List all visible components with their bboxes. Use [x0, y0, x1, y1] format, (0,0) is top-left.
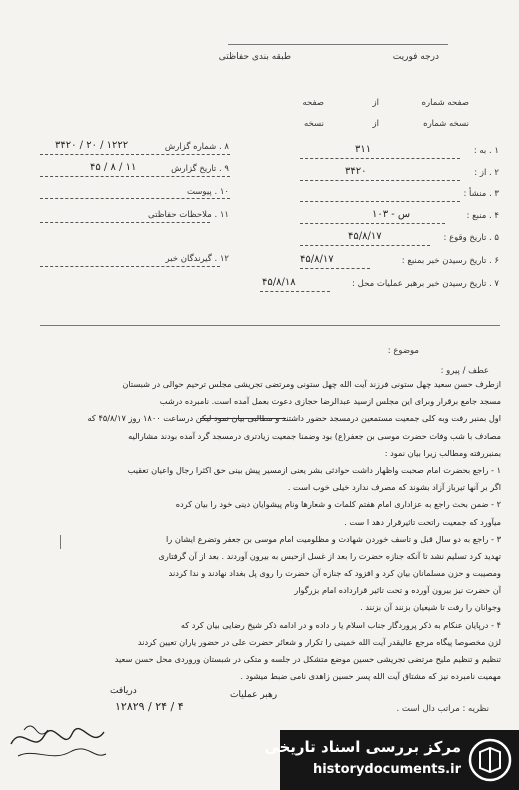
attachment-label: ۱۰ . پیوست — [186, 187, 229, 197]
body-line: لزن مخصوصا پیگاه مرجع عالیقدر آیت الله خمینی را تکرار و شعائر حضرت علی در حضور یاران تعیین کردند — [137, 636, 501, 647]
body-line: بمنبررفته ومطالب زیرا بیان نمود : — [384, 447, 501, 458]
protective-notes-label: ۱۱ . ملاحظات حفاظتی — [148, 210, 229, 220]
recipients-label: ۱۲ . گیرندگان خبر — [165, 254, 229, 264]
source-label: ۴ . منبع : — [466, 211, 499, 221]
page-of-label: از — [372, 98, 379, 108]
closing-ref-number: ۱۲۸۲۹ / ۲۴ / ۴ — [115, 700, 184, 713]
header-rule — [228, 44, 448, 45]
body-line: تنظیم و تنظیم ملیح مرتضی تجریشی حسین موضع متشکل در جلسه و متکی در شبستان وروردی محل حسن سعید — [114, 654, 501, 664]
closing-comment-2: دریافت — [110, 686, 137, 696]
report-body — [31, 379, 501, 688]
body-line: مصادف با شب وفات حضرت موسی بن جعفر(ع) بود وضمنا جمعیت زیادتری درمسجد گرد آمده بودند مشارالیه — [128, 430, 501, 441]
body-line: آن حضرت نیز بیرون آورده و تحت تاثیر قرارداده امام بزرگوار — [294, 585, 501, 596]
copy-word-label: نسخه — [304, 119, 324, 129]
received-source-value: ۴۵/۸/۱۷ — [300, 254, 334, 265]
recipients-line — [40, 266, 220, 267]
reference-label: عطف / پیرو : — [440, 366, 489, 376]
name-underline — [200, 418, 286, 419]
body-line: ۱ - راجع بحضرت امام صحبت واظهار داشت حوادثی بشر یعنی ازمسیر پیش بینی حق اکثرا رجال واعیان تعقیب — [127, 464, 501, 475]
classification-label: طبقه بندی حفاظتی — [218, 52, 291, 62]
body-line: ازطرف حسن سعید چهل ستونی فرزند آیت الله چهل ستونی ومرتضی تجریشی مجلس ترحیم حوالی در شبستان — [122, 379, 501, 389]
report-date-label: ۹ . تاریخ گزارش — [171, 164, 229, 174]
body-line: ۴ - درپایان عنکام به ذکر پروردگار جناب اسلام یا ر داده و در ادامه ذکر شیخ رضایی بیان کرد که — [180, 619, 501, 630]
watermark-title: مرکز بررسی اسناد تاریخی — [264, 738, 461, 756]
body-line: تهدید کرد تسلیم نشد تا آنکه جنازه حضرت را بعد از غسل ازحبس به بیرون آوردند . بعد از آن گرفتاری — [158, 550, 501, 561]
report-date-value: ۴۵ / ۸ / ۱۱ — [90, 162, 137, 173]
from-value: ۳۴۲۰ — [345, 166, 367, 177]
report-number-value: ۳۴۲۰ / ۲۰ / ۱۲۲۲ — [55, 140, 129, 151]
body-line: مهمیت نامبرده نیز که مشتاق آیت الله پسر حسین زاهدی نامی ضبط میشود . — [240, 671, 501, 682]
watermark-url: historydocuments.ir — [312, 762, 461, 777]
handwritten-signature — [6, 712, 111, 772]
closing-comment-1: رهبر عملیات — [230, 690, 278, 700]
body-line: ۳ - راجع به دو سال قبل و تاسف خوردن شهادت و مظلومیت امام موسی بن جعفر وتضرع ایشان را — [166, 533, 501, 544]
priority-label: درجه فوریت — [392, 52, 439, 62]
event-date-label: ۵ . تاریخ وقوع : — [443, 233, 499, 243]
body-line: ومصیبت و حزن مسلمانان بیان کرد و افزود که جنازه آن حضرت را روی پل بغداد نهادند و ندا کردند — [168, 568, 501, 579]
report-number-label: ۸ . شماره گزارش — [164, 142, 229, 152]
subject-label: موضوع : — [387, 346, 419, 356]
received-source-label: ۶ . تاریخ رسیدن خبر بمنبع : — [401, 256, 499, 266]
body-line: میآورد که جمعیت راتحت تاثیرقرار دهد ا ست . — [344, 516, 501, 527]
source-line — [300, 223, 445, 224]
source-value: س - ۱۰۳ — [372, 209, 411, 220]
event-date-line — [300, 245, 430, 246]
copy-of-label: از — [372, 119, 379, 129]
received-ops-label: ۷ . تاریخ رسیدن خبر برهبر عملیات محل : — [352, 279, 499, 289]
body-line: اگر بر آنها تیرباز آزاد بشوند که مصرف ندارد خیلی خوب است . — [287, 482, 501, 493]
archive-logo-icon — [468, 738, 512, 782]
attachment-line — [40, 198, 230, 199]
body-line: مسجد جامع برقرار وبرای این مجلس ازسید عبدالرضا حجازی دعوت بعمل آمده است. نامبرده درشب — [159, 396, 501, 407]
body-line: وجوانان را رفت تا شیعیان بزنند آن بزنند . — [360, 602, 501, 613]
margin-mark — [60, 535, 61, 549]
received-ops-line — [260, 291, 330, 292]
body-line: اول بمنبر رفت وبه کلی جمعیت مستمعین درمسجد حضور داشتند و مطالبی بیان نمود لیکن درساعت ۱۸۰۰ روز ۴۵/۸/۱۷ که — [87, 413, 501, 424]
page-number-label: صفحه شماره — [421, 98, 469, 108]
origin-label: ۳ . منشأ : — [463, 189, 499, 199]
from-label: ۲ . از : — [474, 168, 499, 178]
report-date-line — [40, 176, 230, 177]
origin-line — [300, 201, 460, 202]
received-source-line — [300, 268, 370, 269]
section-rule — [40, 325, 500, 326]
from-line — [300, 180, 460, 181]
to-value: ۳۱۱ — [355, 144, 372, 155]
received-ops-value: ۴۵/۸/۱۸ — [262, 277, 296, 288]
copy-number-label: نسخه شماره — [423, 119, 469, 129]
to-label: ۱ . به : — [473, 146, 499, 156]
event-date-value: ۴۵/۸/۱۷ — [348, 231, 382, 242]
body-line: ۲ - ضمن بحث راجع به عزاداری امام هفتم کلمات و شعارها ونام پیشوایان دینی خود را بیان کرده — [175, 499, 501, 510]
closing-note: نظریه : مراتب دال است . — [396, 704, 489, 714]
page-word-label: صفحه — [302, 98, 324, 108]
protective-notes-line — [40, 222, 210, 223]
to-line — [300, 158, 460, 159]
report-number-line — [40, 154, 230, 155]
